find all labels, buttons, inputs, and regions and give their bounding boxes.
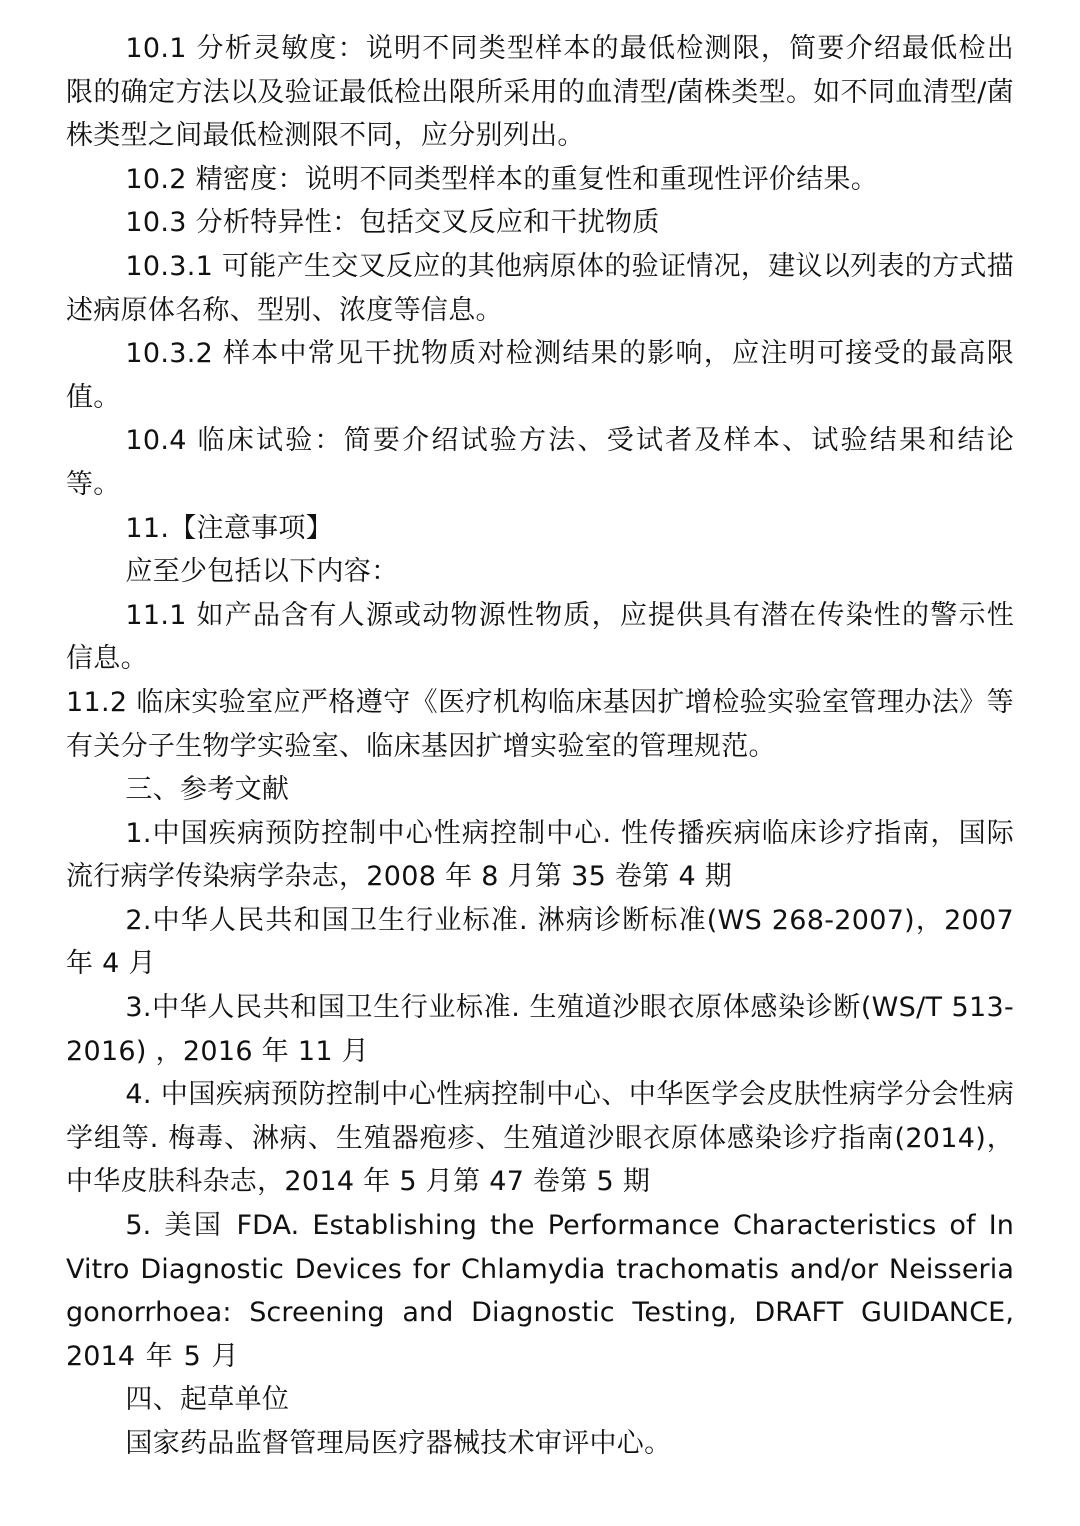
paragraph-10-2-precision: 10.2 精密度：说明不同类型样本的重复性和重现性评价结果。 bbox=[125, 163, 879, 195]
paragraph-10-4-clinical-trial: 10.4 临床试验：简要介绍试验方法、受试者及样本、试验结果和结论等。 bbox=[66, 425, 1014, 500]
reference-1: 1.中国疾病预防控制中心性病控制中心. 性传播疾病临床诊疗指南，国际流行病学传染病学杂志，2008 年 8 月第 35 卷第 4 期 bbox=[66, 817, 1014, 893]
paragraph-11-1: 11.1 如产品含有人源或动物源性物质，应提供具有潜在传染性的警示性信息。 bbox=[66, 599, 1014, 675]
paragraph-drafting-unit: 国家药品监督管理局医疗器械技术审评中心。 bbox=[125, 1428, 672, 1459]
reference-3: 3.中华人民共和国卫生行业标准. 生殖道沙眼衣原体感染诊断(WS/T 513-2016) ，2016 年 11 月 bbox=[66, 992, 1014, 1067]
document-page bbox=[66, 27, 1014, 1466]
heading-11-precautions: 11.【注意事项】 bbox=[125, 512, 334, 544]
paragraph-10-3-1-cross-reaction: 10.3.1 可能产生交叉反应的其他病原体的验证情况，建议以列表的方式描述病原体名称、型别、浓度等信息。 bbox=[66, 250, 1014, 326]
paragraph-11-2: 11.2 临床实验室应严格遵守《医疗机构临床基因扩增检验实验室管理办法》等有关分子生物学实验室、临床基因扩增实验室的管理规范。 bbox=[66, 686, 1014, 762]
paragraph-11-intro: 应至少包括以下内容： bbox=[125, 556, 399, 588]
reference-4: 4. 中国疾病预防控制中心性病控制中心、中华医学会皮肤性病学分会性病学组等. 梅毒、淋病、生殖器疱疹、生殖道沙眼衣原体感染诊疗指南(2014)，中华皮肤科杂志，2014 年 5 月第 47 卷第 5 期 bbox=[66, 1079, 1014, 1198]
reference-2: 2.中华人民共和国卫生行业标准. 淋病诊断标准(WS 268-2007)，2007 年 4 月 bbox=[66, 904, 1014, 980]
paragraph-10-3-analytical-specificity: 10.3 分析特异性：包括交叉反应和干扰物质 bbox=[125, 207, 660, 239]
reference-5: 5. 美国 FDA. Establishing the Performance Characteristics of In Vitro Diagnostic Devices for Chlamydia trachomatis and/or Neisseria gonorrhoea: Screening and Diagnostic Testing, DRAFT GUIDANCE, 2014 年 5 月 bbox=[66, 1210, 1014, 1372]
heading-section-4-drafting-unit: 四、起草单位 bbox=[125, 1384, 290, 1416]
heading-section-3-references: 三、参考文献 bbox=[125, 774, 290, 806]
paragraph-10-3-2-interference: 10.3.2 样本中常见干扰物质对检测结果的影响，应注明可接受的最高限值。 bbox=[66, 338, 1014, 413]
paragraph-10-1-analytical-sensitivity: 10.1 分析灵敏度：说明不同类型样本的最低检测限，简要介绍最低检出限的确定方法以及验证最低检出限所采用的血清型/菌株类型。如不同血清型/菌株类型之间最低检测限不同，应分别列出。 bbox=[66, 33, 1014, 152]
